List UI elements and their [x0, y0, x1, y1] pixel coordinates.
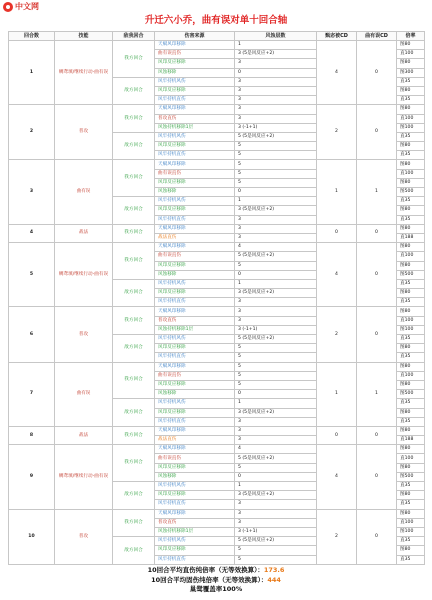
turn-label: 敌方回合 [113, 77, 155, 105]
multiplier: 直35 [397, 279, 425, 288]
wind-layers: 3 [235, 307, 317, 316]
multiplier: 图80 [397, 344, 425, 353]
damage-source: 风蚀持机移除1层 [155, 527, 235, 536]
wind-layers: 5 [235, 353, 317, 362]
multiplier: 直188 [397, 436, 425, 445]
round-number: 3 [9, 160, 55, 224]
damage-source: 天赋风印移除 [155, 224, 235, 233]
cd-zhenfu: 1 [317, 362, 357, 426]
wind-layers: 3 [235, 86, 317, 95]
logo-icon [3, 2, 13, 12]
wind-layers: 5 [235, 160, 317, 169]
cd-zhenfu: 2 [317, 307, 357, 362]
multiplier: 直35 [397, 500, 425, 509]
table-row [9, 160, 425, 169]
multiplier: 图80 [397, 491, 425, 500]
damage-source: 风印反应移除 [155, 86, 235, 95]
wind-layers: 3 [235, 77, 317, 86]
turn-label: 敌方回合 [113, 279, 155, 307]
wind-layers: 3 [235, 59, 317, 68]
wind-layers: 5 [235, 555, 317, 565]
wind-layers: 3 (5是风反应+2) [235, 491, 317, 500]
damage-source: 天赋风印移除 [155, 426, 235, 435]
damage-source: 风印反应移除 [155, 344, 235, 353]
wind-layers: 1 [235, 482, 317, 491]
multiplier: 直35 [397, 399, 425, 408]
wind-layers: 5 [235, 142, 317, 151]
multiplier: 图500 [397, 270, 425, 279]
footer-summary [0, 566, 432, 595]
wind-layers: 3 [235, 426, 317, 435]
round-skill: 曲有误 [55, 160, 113, 224]
damage-source: 风牢持机直伤 [155, 353, 235, 362]
wind-layers: 5 [235, 371, 317, 380]
round-number: 2 [9, 105, 55, 160]
table-row [9, 445, 425, 454]
multiplier: 图80 [397, 59, 425, 68]
multiplier: 直188 [397, 233, 425, 242]
round-number: 10 [9, 509, 55, 564]
multiplier: 直35 [397, 77, 425, 86]
multiplier: 直35 [397, 132, 425, 141]
damage-source: 风印反应移除 [155, 178, 235, 187]
multiplier: 直35 [397, 417, 425, 426]
header-cd1: 甄宓被CD [317, 32, 357, 41]
turn-label: 我方回合 [113, 362, 155, 399]
wind-layers: 0 [235, 188, 317, 197]
round-number: 7 [9, 362, 55, 426]
damage-source: 风牢持机直伤 [155, 417, 235, 426]
multiplier: 直35 [397, 555, 425, 565]
cd-quyouwu: 0 [357, 307, 397, 362]
wind-layers: 3 [235, 114, 317, 123]
turn-label: 我方回合 [113, 243, 155, 280]
wind-layers: 4 [235, 243, 317, 252]
table-row [9, 224, 425, 233]
multiplier: 图100 [397, 527, 425, 536]
damage-source: 风蚀移除 [155, 188, 235, 197]
damage-source: 风牢持机风伤 [155, 482, 235, 491]
wind-layers: 5 [235, 151, 317, 160]
table-row [9, 307, 425, 316]
damage-source: 风牢持机风伤 [155, 537, 235, 546]
turn-label: 我方回合 [113, 445, 155, 482]
wind-layers: 3 [235, 417, 317, 426]
wind-layers: 1 [235, 197, 317, 206]
damage-source: 风牢持机风伤 [155, 77, 235, 86]
turn-label: 敌方回合 [113, 132, 155, 160]
wind-layers: 0 [235, 270, 317, 279]
multiplier: 直35 [397, 151, 425, 160]
multiplier: 直35 [397, 353, 425, 362]
turn-label: 敌方回合 [113, 197, 155, 225]
round-skill: 战法 [55, 426, 113, 444]
multiplier: 图80 [397, 307, 425, 316]
turn-label: 我方回合 [113, 426, 155, 444]
damage-source: 风蚀持机移除1层 [155, 123, 235, 132]
turn-label: 敌方回合 [113, 399, 155, 427]
header-turn: 敌我回合 [113, 32, 155, 41]
round-skill: 曲有误 [55, 362, 113, 426]
wind-layers: 0 [235, 390, 317, 399]
damage-source: 曲有误直伤 [155, 252, 235, 261]
turn-label: 敌方回合 [113, 335, 155, 363]
wind-layers: 3 [235, 436, 317, 445]
cd-zhenfu: 1 [317, 160, 357, 224]
multiplier: 直100 [397, 50, 425, 59]
wind-layers: 5 (5是风反应+2) [235, 454, 317, 463]
wind-layers: 3 [235, 518, 317, 527]
cd-quyouwu: 0 [357, 105, 397, 160]
damage-source: 风印反应移除 [155, 261, 235, 270]
turn-label: 我方回合 [113, 41, 155, 78]
damage-source: 天赋风印移除 [155, 362, 235, 371]
damage-source: 天赋风印移除 [155, 307, 235, 316]
cd-zhenfu: 2 [317, 509, 357, 564]
wind-layers: 0 [235, 68, 317, 77]
round-number: 4 [9, 224, 55, 242]
cd-quyouwu: 0 [357, 509, 397, 564]
damage-source: 风印反应移除 [155, 408, 235, 417]
damage-source: 曲有误直伤 [155, 50, 235, 59]
wind-layers: 3 (5是风反应+2) [235, 50, 317, 59]
cd-quyouwu: 0 [357, 41, 397, 105]
round-skill: 鲷鸢填/继续行动-曲有误 [55, 41, 113, 105]
header-round: 回合数 [9, 32, 55, 41]
multiplier: 图80 [397, 509, 425, 518]
multiplier: 直100 [397, 114, 425, 123]
wind-layers: 3 [235, 224, 317, 233]
summary-fixed: 10回合平均固伤纯倍率（无等效换算）：444 [151, 575, 281, 584]
wind-layers: 1 [235, 41, 317, 50]
multiplier: 图80 [397, 160, 425, 169]
round-number: 1 [9, 41, 55, 105]
round-number: 6 [9, 307, 55, 362]
wind-layers: 1 [235, 399, 317, 408]
wind-layers: 3 [235, 215, 317, 224]
multiplier: 图80 [397, 261, 425, 270]
header-cd2: 曲有误CD [357, 32, 397, 41]
wind-layers: 5 (5是风反应+2) [235, 335, 317, 344]
table-row [9, 41, 425, 50]
damage-source: 普攻直伤 [155, 114, 235, 123]
rotation-table [8, 31, 425, 565]
damage-source: 风牢持机风伤 [155, 132, 235, 141]
wind-layers: 1 [235, 279, 317, 288]
cd-zhenfu: 4 [317, 445, 357, 509]
cd-quyouwu: 0 [357, 243, 397, 307]
multiplier: 图80 [397, 546, 425, 555]
summary-direct-value: 173.6 [263, 566, 285, 574]
wind-layers: 3 [235, 500, 317, 509]
header-layers: 风蚀层数 [235, 32, 317, 41]
multiplier: 图80 [397, 463, 425, 472]
site-bar [0, 0, 432, 13]
multiplier: 直100 [397, 169, 425, 178]
multiplier: 图80 [397, 178, 425, 187]
site-logo[interactable] [3, 1, 39, 12]
multiplier: 直100 [397, 316, 425, 325]
table-body [9, 41, 425, 565]
wind-layers: 3 (5是风反应+2) [235, 206, 317, 215]
multiplier: 图500 [397, 390, 425, 399]
wind-layers: 5 [235, 178, 317, 187]
wind-layers: 3 (-1+1) [235, 527, 317, 536]
multiplier: 图100 [397, 123, 425, 132]
cd-zhenfu: 0 [317, 224, 357, 242]
damage-source: 天赋风印移除 [155, 41, 235, 50]
damage-source: 风印反应移除 [155, 380, 235, 389]
table-row [9, 509, 425, 518]
wind-layers: 5 [235, 546, 317, 555]
multiplier: 直35 [397, 537, 425, 546]
wind-layers: 3 (-1+1) [235, 123, 317, 132]
multiplier: 直35 [397, 215, 425, 224]
turn-label: 我方回合 [113, 160, 155, 197]
multiplier: 图80 [397, 362, 425, 371]
table-row [9, 105, 425, 114]
multiplier: 直35 [397, 482, 425, 491]
damage-source: 风蚀移除 [155, 270, 235, 279]
summary-coverage: 巢鸳覆盖率100% [189, 585, 243, 593]
header-skill: 技能 [55, 32, 113, 41]
damage-source: 风牢持机风伤 [155, 279, 235, 288]
multiplier: 直35 [397, 96, 425, 105]
round-skill: 普攻 [55, 105, 113, 160]
multiplier: 直35 [397, 335, 425, 344]
damage-source: 风蚀移除 [155, 390, 235, 399]
damage-source: 风印反应移除 [155, 142, 235, 151]
wind-layers: 0 [235, 472, 317, 481]
wind-layers: 3 (5是风反应+2) [235, 408, 317, 417]
multiplier: 图80 [397, 41, 425, 50]
table-row [9, 362, 425, 371]
wind-layers: 3 [235, 298, 317, 307]
wind-layers: 3 (-1+1) [235, 325, 317, 334]
damage-source: 风牢持机直伤 [155, 555, 235, 565]
multiplier: 直100 [397, 518, 425, 527]
page-title: 升迁六小乔，曲有误对单十回合轴 [144, 15, 288, 26]
table-row [9, 426, 425, 435]
damage-source: 曲有误直伤 [155, 371, 235, 380]
cd-quyouwu: 0 [357, 224, 397, 242]
damage-source: 风牢持机直伤 [155, 151, 235, 160]
damage-source: 天赋风印移除 [155, 160, 235, 169]
cd-zhenfu: 4 [317, 41, 357, 105]
site-name: 中文网 [15, 2, 39, 11]
damage-source: 风蚀移除 [155, 472, 235, 481]
damage-source: 风牢持机直伤 [155, 215, 235, 224]
summary-fixed-value: 444 [267, 575, 281, 584]
damage-source: 风印反应移除 [155, 546, 235, 555]
damage-source: 战法直伤 [155, 233, 235, 242]
turn-label: 我方回合 [113, 105, 155, 133]
damage-source: 普攻直伤 [155, 518, 235, 527]
wind-layers: 3 [235, 96, 317, 105]
multiplier: 图80 [397, 86, 425, 95]
multiplier: 图80 [397, 408, 425, 417]
multiplier: 图80 [397, 206, 425, 215]
wind-layers: 5 [235, 261, 317, 270]
damage-source: 风印反应移除 [155, 206, 235, 215]
damage-source: 天赋风印移除 [155, 243, 235, 252]
damage-source: 风蚀移除 [155, 68, 235, 77]
turn-label: 敌方回合 [113, 482, 155, 510]
wind-layers: 5 (5是风反应+2) [235, 132, 317, 141]
cd-quyouwu: 1 [357, 160, 397, 224]
multiplier: 图300 [397, 68, 425, 77]
wind-layers: 3 [235, 316, 317, 325]
multiplier: 直100 [397, 371, 425, 380]
multiplier: 图80 [397, 142, 425, 151]
wind-layers: 5 (5是风反应+2) [235, 537, 317, 546]
damage-source: 风印反应移除 [155, 59, 235, 68]
header-source: 伤害来源 [155, 32, 235, 41]
round-skill: 鲷鸢填/继续行动-曲有误 [55, 445, 113, 509]
cd-zhenfu: 2 [317, 105, 357, 160]
round-number: 8 [9, 426, 55, 444]
multiplier: 图80 [397, 243, 425, 252]
multiplier: 图100 [397, 325, 425, 334]
damage-source: 天赋风印移除 [155, 105, 235, 114]
multiplier: 直35 [397, 197, 425, 206]
wind-layers: 5 [235, 463, 317, 472]
damage-source: 曲有误直伤 [155, 169, 235, 178]
round-number: 9 [9, 445, 55, 509]
multiplier: 图80 [397, 105, 425, 114]
multiplier: 直100 [397, 454, 425, 463]
turn-label: 敌方回合 [113, 537, 155, 565]
header-multiplier: 倍率 [397, 32, 425, 41]
round-number: 5 [9, 243, 55, 307]
multiplier: 图80 [397, 224, 425, 233]
multiplier: 图80 [397, 380, 425, 389]
damage-source: 风牢持机直伤 [155, 96, 235, 105]
cd-quyouwu: 1 [357, 362, 397, 426]
multiplier: 图500 [397, 188, 425, 197]
cd-zhenfu: 4 [317, 243, 357, 307]
wind-layers: 3 [235, 509, 317, 518]
multiplier: 直100 [397, 252, 425, 261]
cd-zhenfu: 0 [317, 426, 357, 444]
round-skill: 鲷鸢填/继续行动-曲有误 [55, 243, 113, 307]
damage-source: 天赋风印移除 [155, 445, 235, 454]
multiplier: 图80 [397, 426, 425, 435]
multiplier: 图80 [397, 289, 425, 298]
damage-source: 风印反应移除 [155, 491, 235, 500]
wind-layers: 5 [235, 380, 317, 389]
turn-label: 我方回合 [113, 509, 155, 537]
cd-quyouwu: 0 [357, 445, 397, 509]
round-skill: 普攻 [55, 509, 113, 564]
table-header-row [9, 32, 425, 41]
wind-layers: 3 (5是风反应+2) [235, 289, 317, 298]
damage-source: 普攻直伤 [155, 316, 235, 325]
cd-quyouwu: 0 [357, 426, 397, 444]
turn-label: 我方回合 [113, 307, 155, 335]
multiplier: 直35 [397, 298, 425, 307]
damage-source: 风牢持机风伤 [155, 335, 235, 344]
damage-source: 风牢持机风伤 [155, 197, 235, 206]
damage-source: 风牢持机风伤 [155, 399, 235, 408]
wind-layers: 5 (5是风反应+2) [235, 252, 317, 261]
round-skill: 普攻 [55, 307, 113, 362]
turn-label: 我方回合 [113, 224, 155, 242]
round-skill: 战法 [55, 224, 113, 242]
summary-direct: 10回合平均直伤纯倍率（无等效换算）：173.6 [147, 566, 285, 574]
wind-layers: 4 [235, 445, 317, 454]
multiplier: 图80 [397, 445, 425, 454]
damage-source: 风牢持机直伤 [155, 298, 235, 307]
damage-source: 曲有误直伤 [155, 454, 235, 463]
multiplier: 图500 [397, 472, 425, 481]
damage-source: 天赋风印移除 [155, 509, 235, 518]
damage-source: 风牢持机直伤 [155, 500, 235, 509]
damage-source: 战法直伤 [155, 436, 235, 445]
damage-source: 风蚀持机移除1层 [155, 325, 235, 334]
wind-layers: 3 [235, 105, 317, 114]
wind-layers: 5 [235, 362, 317, 371]
damage-source: 风印反应移除 [155, 463, 235, 472]
wind-layers: 5 [235, 169, 317, 178]
damage-source: 风印反应移除 [155, 289, 235, 298]
wind-layers: 5 [235, 344, 317, 353]
wind-layers: 3 [235, 233, 317, 242]
table-row [9, 243, 425, 252]
